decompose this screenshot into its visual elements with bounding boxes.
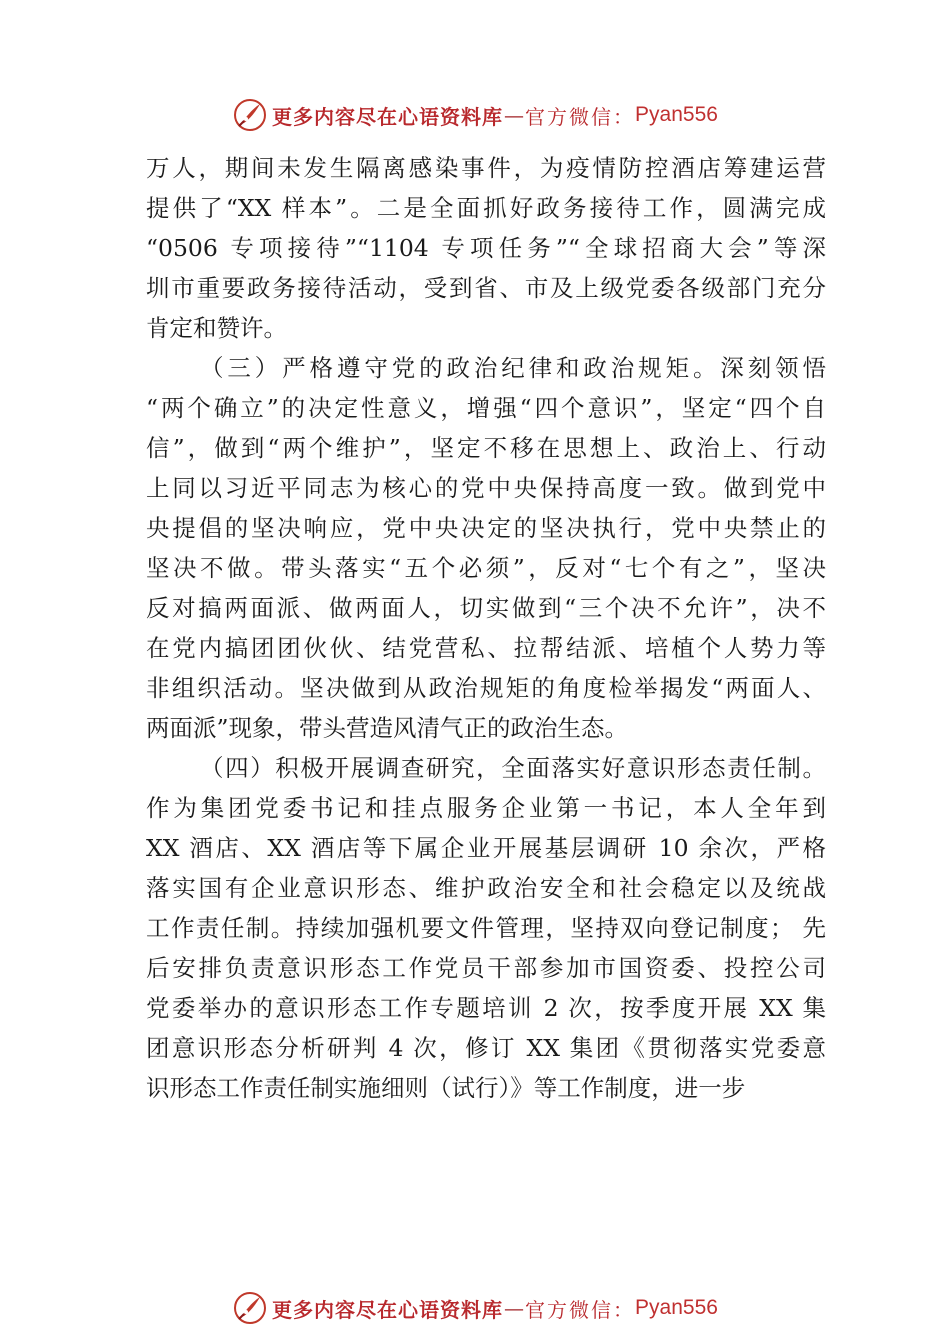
watermark-promo-text: 更多内容尽在心语资料库 (272, 1297, 504, 1322)
text-line: 落实国有企业意识形态、维护政治安全和社会稳定以及统战 (146, 874, 826, 902)
text-line: 工作责任制。持续加强机要文件管理，坚持双向登记制度； 先 (146, 914, 826, 942)
text-line: “0506 专项接待”“1104 专项任务”“全球招商大会”等深 (146, 234, 826, 262)
watermark-wechat-id: Pyan556 (635, 1296, 718, 1319)
watermark-separator: — (504, 1296, 525, 1320)
section-heading-4: （四）积极开展调查研究，全面落实好意识形态责任制。 (200, 754, 826, 782)
watermark-header (0, 93, 950, 137)
text-line: 信”，做到“两个维护”，坚定不移在思想上、政治上、行动 (146, 434, 826, 462)
text-line: 后安排负责意识形态工作党员干部参加市国资委、投控公司 (146, 954, 826, 982)
watermark-wechat-label: 官方微信： (525, 1297, 636, 1322)
document-body (146, 148, 826, 1108)
watermark-wechat-label: 官方微信： (525, 104, 636, 129)
text-line: 团意识形态分析研判 4 次，修订 XX 集团《贯彻落实党委意 (146, 1034, 826, 1062)
text-line: XX 酒店、XX 酒店等下属企业开展基层调研 10 余次，严格 (146, 834, 826, 862)
watermark-footer (0, 1286, 950, 1330)
quill-pen-logo-icon (232, 1290, 268, 1326)
text-line: 非组织活动。坚决做到从政治规矩的角度检举揭发“两面人、 (146, 674, 826, 702)
text-line: 反对搞两面派、做两面人，切实做到“三个决不允许”，决不 (146, 594, 826, 622)
text-line: 两面派”现象，带头营造风清气正的政治生态。 (146, 714, 629, 742)
text-line: 提供了“XX 样本”。二是全面抓好政务接待工作，圆满完成 (146, 194, 826, 222)
section-heading-3: （三）严格遵守党的政治纪律和政治规矩。深刻领悟 (200, 354, 826, 382)
text-line: 圳市重要政务接待活动，受到省、市及上级党委各级部门充分 (146, 274, 826, 302)
text-line: 在党内搞团团伙伙、结党营私、拉帮结派、培植个人势力等 (146, 634, 826, 662)
quill-pen-logo-icon (232, 97, 268, 133)
text-line: 党委举办的意识形态工作专题培训 2 次，按季度开展 XX 集 (146, 994, 826, 1022)
watermark-separator: — (504, 103, 525, 127)
text-line: 识形态工作责任制实施细则（试行）》等工作制度，进一步 (146, 1074, 746, 1102)
text-line: 央提倡的坚决响应，党中央决定的坚决执行，党中央禁止的 (146, 514, 826, 542)
text-line: 坚决不做。带头落实“五个必须”，反对“七个有之”，坚决 (146, 554, 826, 582)
text-line: 作为集团党委书记和挂点服务企业第一书记，本人全年到 (146, 794, 826, 822)
watermark-promo-text: 更多内容尽在心语资料库 (272, 104, 504, 129)
text-line: 万人，期间未发生隔离感染事件，为疫情防控酒店筹建运营 (146, 154, 826, 182)
watermark-wechat-id: Pyan556 (635, 103, 718, 126)
text-line: 肯定和赞许。 (146, 314, 287, 342)
text-line: “两个确立”的决定性意义，增强“四个意识”，坚定“四个自 (146, 394, 826, 422)
text-line: 上同以习近平同志为核心的党中央保持高度一致。做到党中 (146, 474, 826, 502)
